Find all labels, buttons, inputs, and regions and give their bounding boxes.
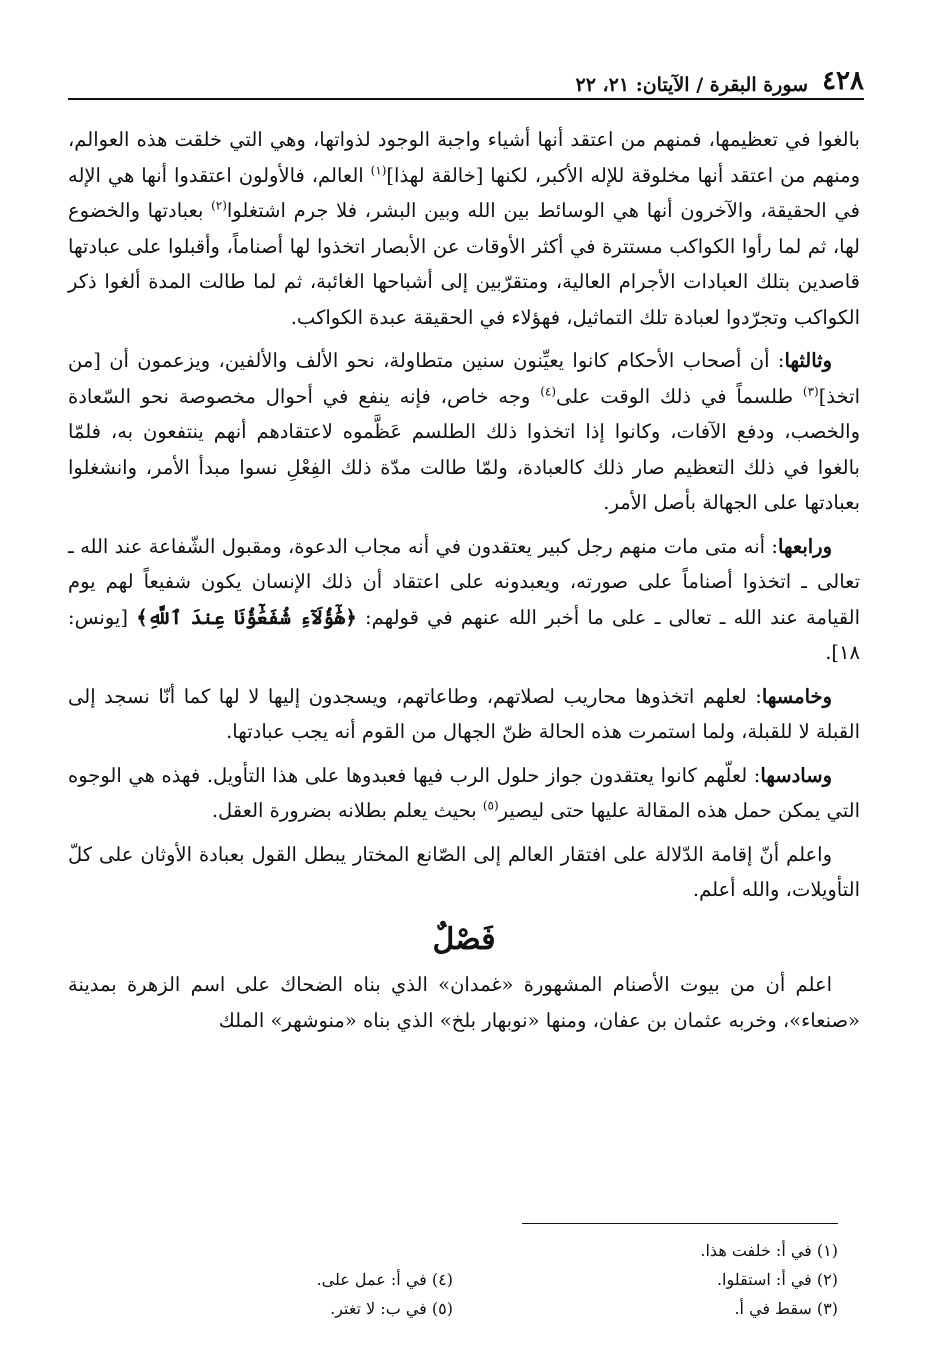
- footnote-ref: (٤): [540, 384, 557, 398]
- paragraph-label: وثالثها: [784, 349, 832, 372]
- footnote-1: (١) في أ: خلفت هذا.: [700, 1241, 838, 1260]
- footnote-ref: (٥): [482, 798, 499, 813]
- footnote-4: (٤) في أ: عمل على.: [316, 1270, 453, 1289]
- footnote-5: (٥) في ب: لا تغتر.: [330, 1299, 453, 1318]
- paragraph-fifth: [68, 679, 860, 750]
- text-run: العالم، فالأولون اعتقدوا أنها هي الإله في الحقيقة، والآخرون أنها هي الوسائط بين الله وبين البشر، فلا جرم اشتغلوا: [68, 163, 860, 222]
- paragraph-label: وخامسها: [761, 684, 832, 708]
- text-run: [يونس: ١٨].: [68, 605, 860, 664]
- footnote-ref: (٢): [211, 198, 227, 213]
- footnote-2: (٢) في أ: استقلوا.: [716, 1270, 838, 1289]
- footnote-empty: [68, 1236, 453, 1265]
- footnote-ref: (٣): [802, 384, 819, 398]
- text-run: بعبادتها والخضوع لها، ثم لما رأوا الكواكب مستترة في أكثر الأوقات عن الأبصار اتخذوا لها أصناماً، وأقبلوا على عبادتها قاصدين بتلك العبادات الأجرام العالية، ومتقرّبين إلى أشباحها الغائبة، ثم لما طالت المدة ألغوا ذكر الكواكب وتجرّدوا لعبادة تلك التماثيل، فهؤلاء في الحقيقة عبدة الكواكب.: [68, 199, 860, 329]
- paragraph-conclusion: [68, 837, 860, 908]
- text-run: واعلم أنّ إقامة الدّلالة على افتقار العالم إلى الصّانع المختار يبطل القول بعبادة الأوثان على كلّ التأويلات، والله أعلم.: [68, 842, 860, 901]
- paragraph-fourth: [68, 529, 860, 671]
- text-run: طلسماً في ذلك الوقت على: [556, 384, 803, 408]
- running-title: سورة البقرة / الآيتان: ٢١، ٢٢: [575, 74, 809, 96]
- paragraph-sixth: [68, 758, 860, 829]
- paragraph-third: [68, 343, 860, 521]
- text-run: بالغوا في تعظيمها، فمنهم من اعتقد أنها أشياء واجبة الوجود لذواتها، وهي التي خلقت هذه العوالم، ومنهم من اعتقد أنها مخلوقة للإله الأكبر، لكنها [خالقة لهذا]: [68, 128, 860, 187]
- footnotes: [68, 1236, 838, 1323]
- section-heading: فَصْلٌ: [432, 921, 496, 957]
- paragraph-label: ورابعها: [777, 534, 832, 558]
- footnote-ref: (١): [370, 163, 387, 177]
- footnote-row: [68, 1294, 838, 1323]
- text-run: : لعلّهم كانوا يعتقدون جواز حلول الرب فيها فعبدوها على هذا التأويل. فهذه هي الوجوه التي يمكن حمل هذه المقالة عليها حتى ليصير: [68, 763, 860, 822]
- text-run: بحيث يعلم بطلانه بضرورة العقل.: [211, 799, 483, 822]
- text-run: : أنه متى مات منهم رجل كبير يعتقدون في أنه مجاب الدعوة، ومقبول الشّفاعة عند الله ـ تعالى ـ اتخذوا أصناماً على صورته، ويعبدونه على اعتقاد أن ذلك الإنسان يكون شفيعاً لهم يوم القيامة عند الله ـ تعالى ـ على ما أخبر الله عنهم في قولهم:: [68, 534, 861, 629]
- footnote-row: [68, 1265, 838, 1294]
- footnote-row: [68, 1236, 838, 1265]
- quran-verse: ﴿هَٰٓؤُلَآءِ شُفَعَٰٓؤُنَا عِندَ ٱللَّهِ﴾: [136, 605, 357, 629]
- text-run: وجه خاص، فإنه ينفع في أحوال مخصوصة نحو السّعادة والخصب، ودفع الآفات، وكانوا إذا اتخذوا ذلك الطلسم عَظَّموه لاعتقادهم أنهم ينتفعون به، فلمّا بالغوا في ذلك التعظيم صار ذلك كالعبادة، ولمّا طالت مدّة ذلك الفِعْلِ نسوا مبدأ الأمر، وانشغلوا بعبادتها على الجهالة بأصل الأمر.: [68, 384, 860, 514]
- footnote-rule: [522, 1223, 838, 1224]
- footnote-3: (٣) سقط في أ.: [734, 1299, 838, 1318]
- paragraph-1: [68, 122, 860, 335]
- text-run: اعلم أن من بيوت الأصنام المشهورة «غمدان» الذي بناه الضحاك على اسم الزهرة بمدينة «صنعاء»، وخربه عثمان بن عفان، ومنها «نوبهار بلخ» الذي بناه «منوشهر» الملك: [68, 973, 860, 1032]
- header-rule: [68, 98, 864, 100]
- paragraph-label: وسادسها: [760, 763, 832, 787]
- paragraph-section: [68, 967, 860, 1038]
- page-header: [68, 56, 864, 96]
- text-run: : لعلهم اتخذوها محاريب لصلاتهم، وطاعاتهم، ويسجدون إليها لا لها كما أنّا نسجد إلى القبلة لا للقبلة، ولما استمرت هذه الحالة ظنّ الجهال من القوم أنه يجب عبادتها.: [68, 684, 860, 743]
- page-number: ٤٢٨: [822, 66, 864, 96]
- text-run: : أن أصحاب الأحكام كانوا يعيِّنون سنين متطاولة، نحو الألف والألفين، ويزعمون أن [من اتخذ]: [68, 349, 860, 408]
- main-text: [68, 122, 860, 1046]
